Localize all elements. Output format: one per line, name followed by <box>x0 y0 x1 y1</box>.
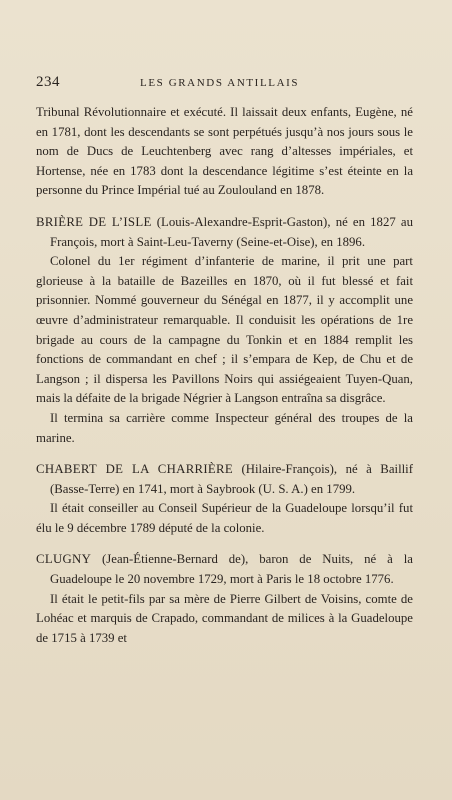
page-number: 234 <box>36 74 60 90</box>
entry-given-names: (Louis-Alexandre-Esprit-Gaston), <box>156 214 331 229</box>
entry-given-names: (Jean-Étienne-Bernard de), <box>102 552 249 567</box>
intro-paragraph: Tribunal Révolutionnaire et exécuté. Il laissait deux enfants, Eugène, né en 1781, dont les descendants se sont perpétués jusqu’à nos jours sous le nom de Ducs de Leuchtenberg avec rang d’altesses impériales, et Hortense, née en 1783 dont la descendance légitime s’est éteinte en la personne du Prince Impérial tué au Zoulouland en 1878. <box>36 105 413 198</box>
entry-name: CHABERT DE LA CHARRIÈRE <box>36 462 234 477</box>
running-title: LES GRANDS ANTILLAIS <box>140 77 300 89</box>
entry-paragraph: Colonel du 1er régiment d’infanterie de marine, il prit une part glorieuse à la bataille de Bazeilles en 1870, où il fut blessé et fait prisonnier. Nommé gouverneur du Sénégal en 1877, il y accomplit une œuvre d’administrateur remarquable. Il conduisit les opérations de 1re brigade au cours de la campagne du Tonkin et en 1884 remplit les fonctions de commandant en chef ; il s’empara de Kep, de Chu et de Langson ; il dispersa les Pavillons Noirs qui assiégeaient Tuyen-Quan, mais la défaite de la brigade Négrier à Langson entraîna sa disgrâce. <box>36 254 413 406</box>
entry-heading <box>36 460 413 499</box>
entry-chabert <box>36 460 413 538</box>
entry-heading <box>36 213 413 252</box>
entry-paragraph: Il était le petit-fils par sa mère de Pierre Gilbert de Voisins, comte de Lohéac et marquis de Crapado, commandant de milices à la Guadeloupe de 1715 à 1739 et <box>36 591 413 645</box>
entry-details: né en 1827 au François, mort à Saint-Leu-Taverny (Seine-et-Oise), en 1896. <box>50 214 413 249</box>
entry-paragraph: Il était conseiller au Conseil Supérieur de la Guadeloupe lorsqu’il fut élu le 9 décembre 1789 député de la colonie. <box>36 501 413 535</box>
entry-details: né à Baillif (Basse-Terre) en 1741, mort à Saybrook (U. S. A.) en 1799. <box>50 462 414 496</box>
entry-heading <box>36 550 413 589</box>
entry-name: CLUGNY <box>36 552 92 567</box>
entry-name: BRIÈRE DE L’ISLE <box>36 214 152 229</box>
entry-given-names: (Hilaire-François), <box>241 462 338 477</box>
entry-paragraph: Il termina sa carrière comme Inspecteur général des troupes de la marine. <box>36 410 413 445</box>
entry-briere <box>36 213 413 448</box>
entry-details: baron de Nuits, né à la Guadeloupe le 20 novembre 1729, mort à Paris le 18 octobre 1776. <box>50 552 413 587</box>
entry-clugny <box>36 550 413 648</box>
page-body <box>36 103 413 648</box>
page-header <box>36 74 412 94</box>
